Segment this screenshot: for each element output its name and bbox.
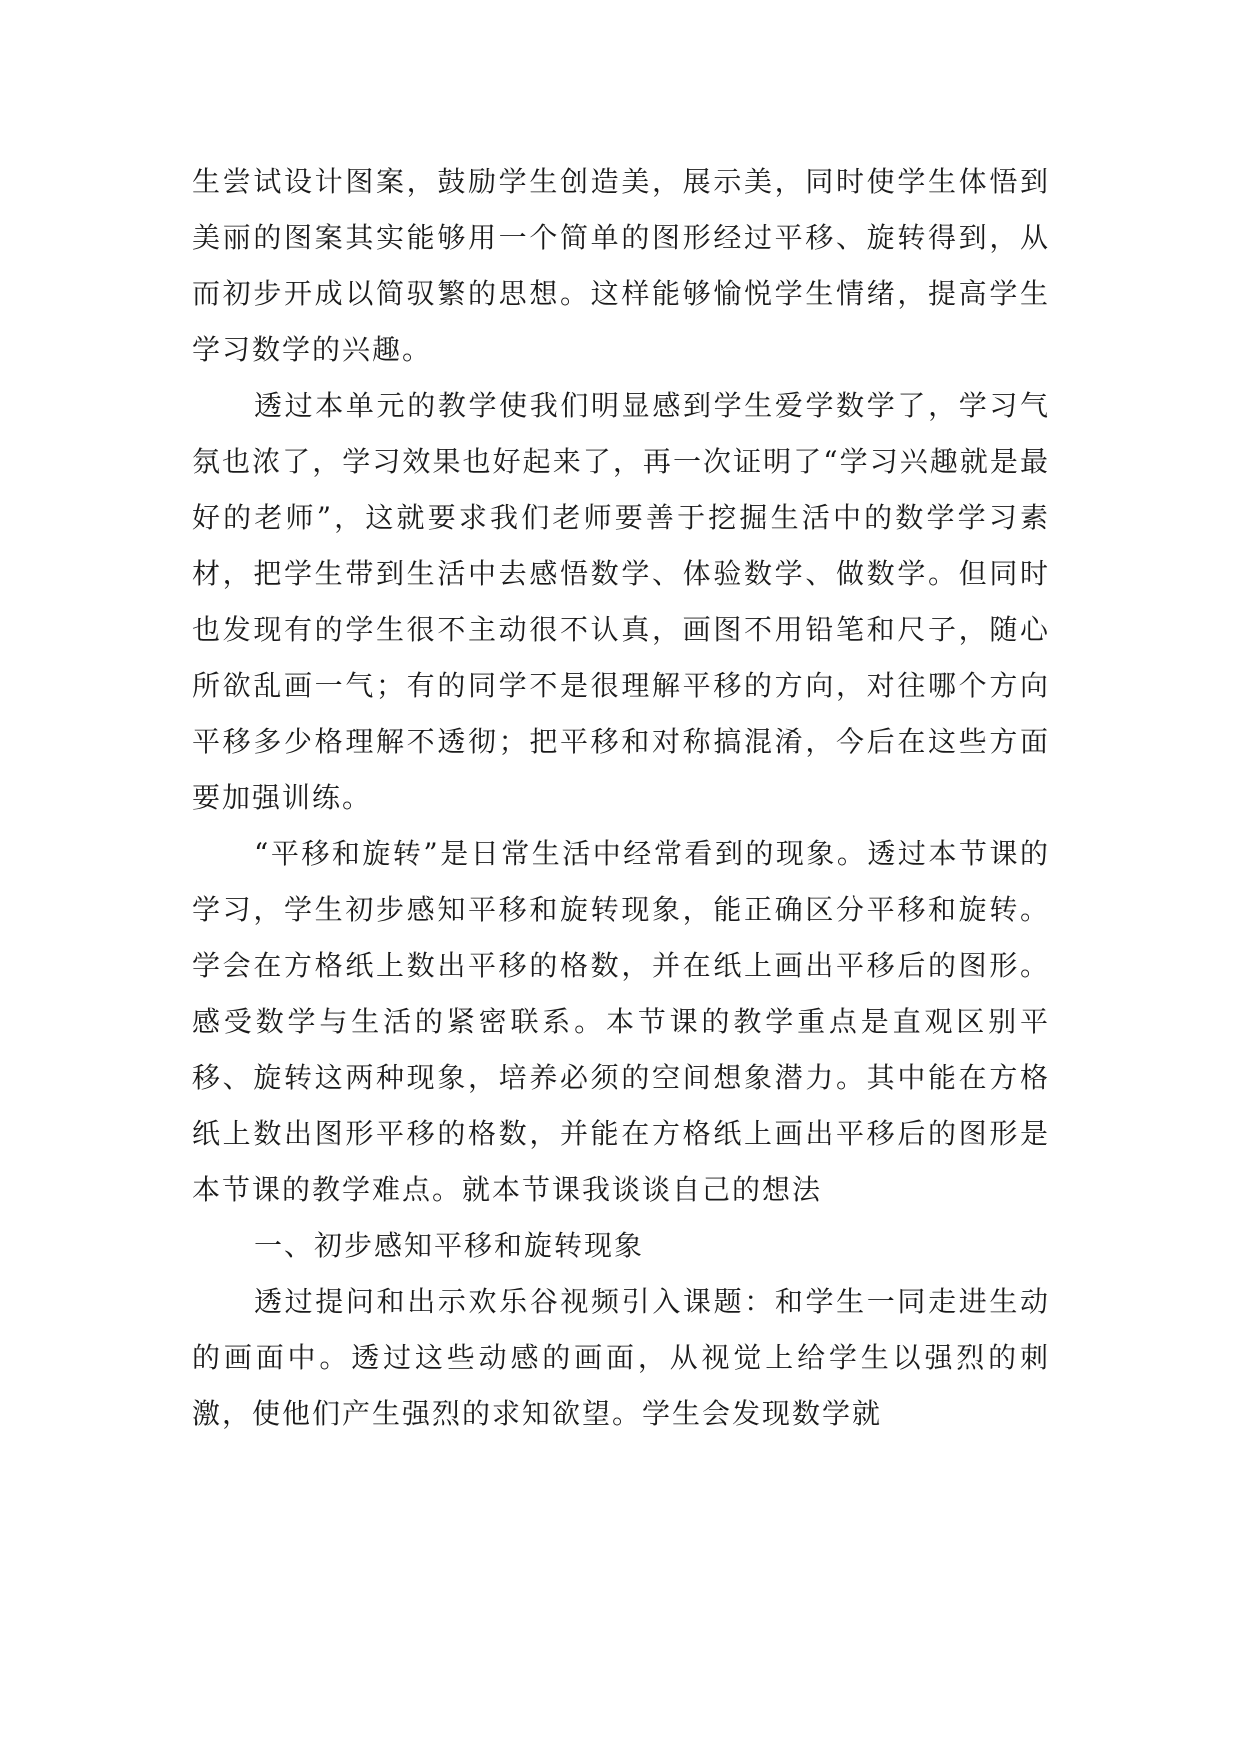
section-heading: 一、初步感知平移和旋转现象 xyxy=(254,1229,645,1262)
paragraph-continuation: 生尝试设计图案，鼓励学生创造美，展示美，同时使学生体悟到美丽的图案其实能够用一个简单的图形经过平移、旋转得到，从而初步开成以简驭繁的思想。这样能够愉悦学生情绪，提高学生学习数学的兴趣。 xyxy=(192,165,1050,366)
paragraph-lesson-overview: “平移和旋转”是日常生活中经常看到的现象。透过本节课的学习，学生初步感知平移和旋转现象，能正确区分平移和旋转。学会在方格纸上数出平移的格数，并在纸上画出平移后的图形。感受数学与生活的紧密联系。本节课的教学重点是直观区别平移、旋转这两种现象，培养必须的空间想象潜力。其中能在方格纸上数出图形平移的格数，并能在方格纸上画出平移后的图形是本节课的教学难点。就本节课我谈谈自己的想法 xyxy=(192,837,1050,1206)
paragraph-lesson-intro: 透过提问和出示欢乐谷视频引入课题：和学生一同走进生动的画面中。透过这些动感的画面，从视觉上给学生以强烈的刺激，使他们产生强烈的求知欲望。学生会发现数学就 xyxy=(192,1285,1050,1430)
document-page xyxy=(192,154,1050,1442)
paragraph-teaching-reflection: 透过本单元的教学使我们明显感到学生爱学数学了，学习气氛也浓了，学习效果也好起来了，再一次证明了“学习兴趣就是最好的老师”，这就要求我们老师要善于挖掘生活中的数学学习素材，把学生带到生活中去感悟数学、体验数学、做数学。但同时也发现有的学生很不主动很不认真，画图不用铅笔和尺子，随心所欲乱画一气；有的同学不是很理解平移的方向，对往哪个方向平移多少格理解不透彻；把平移和对称搞混淆，今后在这些方面要加强训练。 xyxy=(192,389,1050,814)
